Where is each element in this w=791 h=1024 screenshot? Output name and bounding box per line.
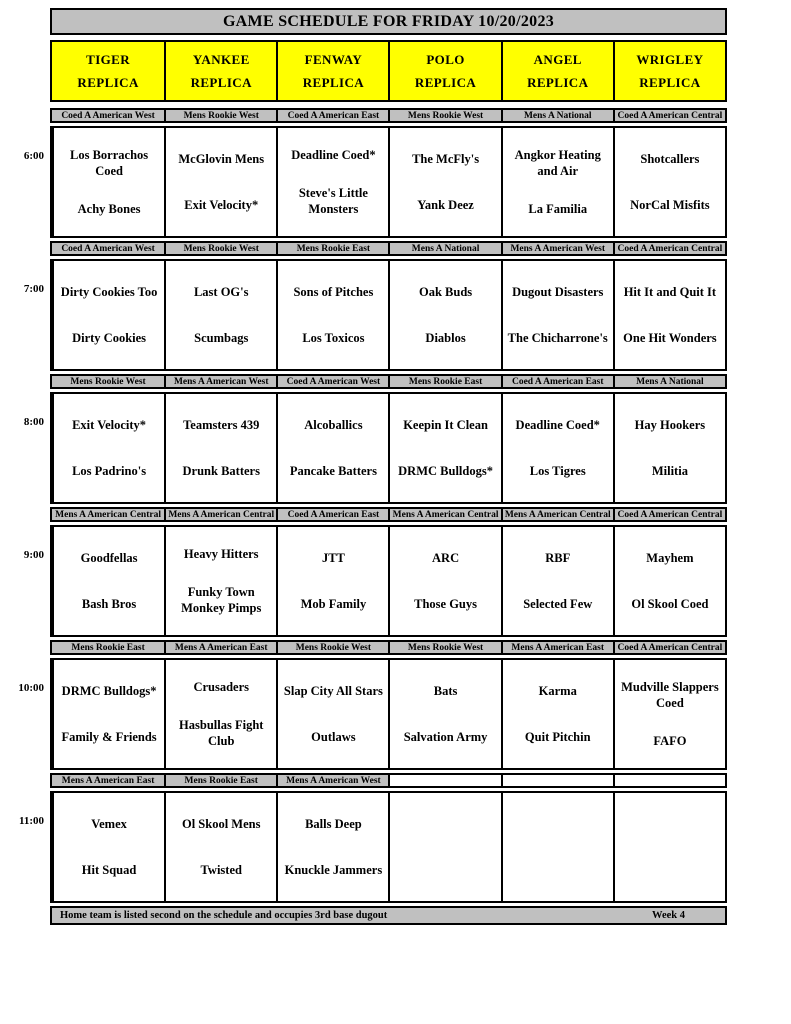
division-cell: Mens Rookie West — [164, 110, 276, 121]
away-team: McGlovin Mens — [178, 151, 265, 166]
game-row — [23, 525, 727, 637]
game-cell — [164, 261, 276, 369]
time-label: 8:00 — [23, 416, 44, 428]
game-cell — [501, 527, 613, 635]
home-team: Selected Few — [523, 596, 593, 611]
field-sub: REPLICA — [302, 74, 365, 90]
away-team: Balls Deep — [305, 816, 362, 831]
game-row — [18, 791, 727, 903]
division-cell: Mens Rookie East — [164, 775, 276, 786]
division-cell: Mens A American West — [501, 243, 613, 254]
away-team: Keepin It Clean — [403, 417, 488, 432]
game-cell — [613, 128, 725, 236]
home-team: Ol Skool Coed — [631, 596, 709, 611]
away-team: Goodfellas — [80, 550, 138, 565]
away-team: ARC — [432, 550, 460, 565]
home-team: Yank Deez — [417, 197, 474, 212]
home-team: La Familia — [528, 201, 588, 216]
game-cell — [276, 261, 388, 369]
division-cell: Mens A National — [613, 376, 725, 387]
home-team: One Hit Wonders — [623, 330, 717, 345]
away-team: Mayhem — [646, 550, 694, 565]
field-name: ANGEL — [533, 51, 582, 67]
game-cell — [501, 128, 613, 236]
away-team: Vemex — [91, 816, 127, 831]
game-cell — [164, 793, 276, 901]
home-team: Those Guys — [414, 596, 477, 611]
page-title: GAME SCHEDULE FOR FRIDAY 10/20/2023 — [50, 8, 727, 35]
game-cell — [501, 660, 613, 768]
home-team: Pancake Batters — [289, 463, 377, 478]
division-row — [50, 241, 727, 256]
home-team: Los Tigres — [529, 463, 586, 478]
home-team: Los Toxicos — [302, 330, 365, 345]
game-cell — [613, 394, 725, 502]
home-team: Dirty Cookies — [72, 330, 147, 345]
away-team: Los Borrachos Coed — [70, 147, 149, 179]
game-cell — [52, 660, 164, 768]
division-cell: Coed A American West — [52, 243, 164, 254]
time-label: 7:00 — [23, 283, 44, 295]
field-header-row — [50, 40, 727, 102]
away-team: Deadline Coed* — [291, 147, 376, 162]
game-cell — [52, 394, 164, 502]
home-team: Funky Town Monkey Pimps — [181, 584, 262, 615]
division-cell: Coed A American West — [52, 110, 164, 121]
game-cell — [388, 394, 500, 502]
home-team: Twisted — [200, 862, 242, 877]
division-cell: Coed A American West — [276, 376, 388, 387]
division-row — [50, 773, 727, 788]
field-header-tiger — [52, 42, 164, 100]
home-team: Mob Family — [300, 596, 367, 611]
schedule-table — [18, 8, 727, 925]
away-team: Angkor Heating and Air — [514, 147, 601, 179]
footer-bar — [50, 906, 727, 925]
division-cell: Coed A American Central — [613, 243, 725, 254]
away-team: Sons of Pitches — [293, 284, 374, 299]
game-cell — [388, 793, 500, 901]
home-team: Quit Pitchin — [524, 729, 591, 744]
away-team: Ol Skool Mens — [181, 816, 261, 831]
division-cell: Mens Rookie East — [388, 376, 500, 387]
division-cell — [613, 775, 725, 786]
game-cell — [388, 128, 500, 236]
away-team: RBF — [545, 550, 571, 565]
division-cell: Mens A American Central — [501, 509, 613, 520]
away-team: Last OG's — [193, 284, 249, 299]
week-label: Week 4 — [652, 910, 685, 921]
home-team: Diablos — [425, 330, 466, 345]
time-label: 10:00 — [18, 682, 44, 694]
away-team: Exit Velocity* — [72, 417, 147, 432]
division-cell: Mens A American West — [276, 775, 388, 786]
division-cell: Mens A American East — [164, 642, 276, 653]
home-team: NorCal Misfits — [630, 197, 710, 212]
field-header-polo — [388, 42, 500, 100]
home-team: Scumbags — [194, 330, 249, 345]
away-team: JTT — [321, 550, 345, 565]
division-cell: Mens A American Central — [52, 509, 164, 520]
field-name: POLO — [426, 51, 465, 67]
division-cell: Mens Rookie West — [388, 642, 500, 653]
game-cell — [501, 261, 613, 369]
division-cell — [388, 775, 500, 786]
away-team: Bats — [433, 683, 458, 698]
division-row — [50, 507, 727, 522]
home-team: Los Padrino's — [72, 463, 147, 478]
home-team: Militia — [651, 463, 688, 478]
away-team: Karma — [538, 683, 577, 698]
division-cell: Mens A American Central — [164, 509, 276, 520]
home-team: DRMC Bulldogs* — [398, 463, 493, 478]
home-team: Achy Bones — [77, 201, 141, 216]
game-row — [23, 126, 727, 238]
game-cell — [276, 527, 388, 635]
game-cell — [52, 527, 164, 635]
field-sub: REPLICA — [77, 74, 139, 90]
game-cell — [164, 527, 276, 635]
home-team: Family & Friends — [61, 729, 157, 744]
division-cell: Mens A National — [501, 110, 613, 121]
game-cell — [276, 660, 388, 768]
field-sub: REPLICA — [190, 74, 252, 90]
division-cell — [501, 775, 613, 786]
home-team: FAFO — [653, 733, 687, 748]
game-cell — [501, 793, 613, 901]
game-cell — [613, 660, 725, 768]
game-cell — [613, 261, 725, 369]
game-cell — [501, 394, 613, 502]
division-cell: Coed A American Central — [613, 509, 725, 520]
division-cell: Mens Rookie West — [52, 376, 164, 387]
division-cell: Mens Rookie West — [164, 243, 276, 254]
away-team: DRMC Bulldogs* — [61, 683, 157, 698]
division-cell: Coed A American East — [501, 376, 613, 387]
game-cell — [613, 793, 725, 901]
home-team: Hasbullas Fight Club — [179, 717, 264, 748]
division-cell: Mens Rookie East — [276, 243, 388, 254]
field-name: FENWAY — [304, 51, 363, 67]
division-cell: Mens A American East — [501, 642, 613, 653]
away-team: Mudville Slappers Coed — [621, 679, 719, 711]
division-cell: Mens Rookie West — [388, 110, 500, 121]
division-cell: Coed A American East — [276, 509, 388, 520]
field-sub: REPLICA — [527, 74, 589, 90]
game-cell — [613, 527, 725, 635]
division-cell: Mens A National — [388, 243, 500, 254]
field-header-yankee — [164, 42, 276, 100]
game-cell — [276, 394, 388, 502]
time-label: 11:00 — [18, 815, 44, 827]
game-cell — [276, 128, 388, 236]
field-header-fenway — [276, 42, 388, 100]
time-label: 9:00 — [23, 549, 44, 561]
home-team: Outlaws — [311, 729, 356, 744]
game-row — [23, 392, 727, 504]
home-team: The Chicharrone's — [507, 330, 608, 345]
away-team: Heavy Hitters — [183, 546, 259, 561]
away-team: Dirty Cookies Too — [60, 284, 158, 299]
game-cell — [388, 527, 500, 635]
away-team: Teamsters 439 — [183, 417, 260, 432]
game-cell — [164, 394, 276, 502]
away-team: Slap City All Stars — [283, 683, 383, 698]
division-row — [50, 108, 727, 123]
division-row — [50, 640, 727, 655]
game-cell — [52, 261, 164, 369]
game-cell — [276, 793, 388, 901]
away-team: Oak Buds — [418, 284, 473, 299]
division-cell: Mens A American Central — [388, 509, 500, 520]
game-cell — [164, 128, 276, 236]
field-name: TIGER — [86, 51, 131, 67]
away-team: Shotcallers — [640, 151, 700, 166]
division-row — [50, 374, 727, 389]
field-header-wrigley — [613, 42, 725, 100]
footer-note: Home team is listed second on the schedule and occupies 3rd base dugout — [60, 910, 388, 921]
away-team: The McFly's — [412, 151, 480, 166]
home-team: Knuckle Jammers — [284, 862, 383, 877]
game-cell — [388, 660, 500, 768]
home-team: Steve's Little Monsters — [298, 185, 368, 216]
home-team: Salvation Army — [403, 729, 488, 744]
game-cell — [164, 660, 276, 768]
division-cell: Coed A American East — [276, 110, 388, 121]
game-cell — [52, 793, 164, 901]
field-sub: REPLICA — [414, 74, 477, 90]
field-name: WRIGLEY — [636, 51, 704, 67]
field-header-angel — [501, 42, 613, 100]
away-team: Crusaders — [193, 679, 250, 694]
game-cell — [388, 261, 500, 369]
home-team: Bash Bros — [81, 596, 137, 611]
division-cell: Mens A American East — [52, 775, 164, 786]
field-sub: REPLICA — [639, 74, 701, 90]
game-row — [18, 658, 727, 770]
away-team: Dugout Disasters — [512, 284, 604, 299]
away-team: Deadline Coed* — [515, 417, 600, 432]
home-team: Drunk Batters — [182, 463, 260, 478]
field-name: YANKEE — [192, 51, 250, 67]
away-team: Hit It and Quit It — [623, 284, 717, 299]
division-cell: Mens Rookie West — [276, 642, 388, 653]
away-team: Hay Hookers — [634, 417, 706, 432]
game-cell — [52, 128, 164, 236]
time-label: 6:00 — [23, 150, 44, 162]
division-cell: Mens A American West — [164, 376, 276, 387]
division-cell: Coed A American Central — [613, 642, 725, 653]
home-team: Hit Squad — [81, 862, 137, 877]
division-cell: Coed A American Central — [613, 110, 725, 121]
division-cell: Mens Rookie East — [52, 642, 164, 653]
game-row — [23, 259, 727, 371]
away-team: Alcoballics — [304, 417, 363, 432]
home-team: Exit Velocity* — [184, 197, 259, 212]
